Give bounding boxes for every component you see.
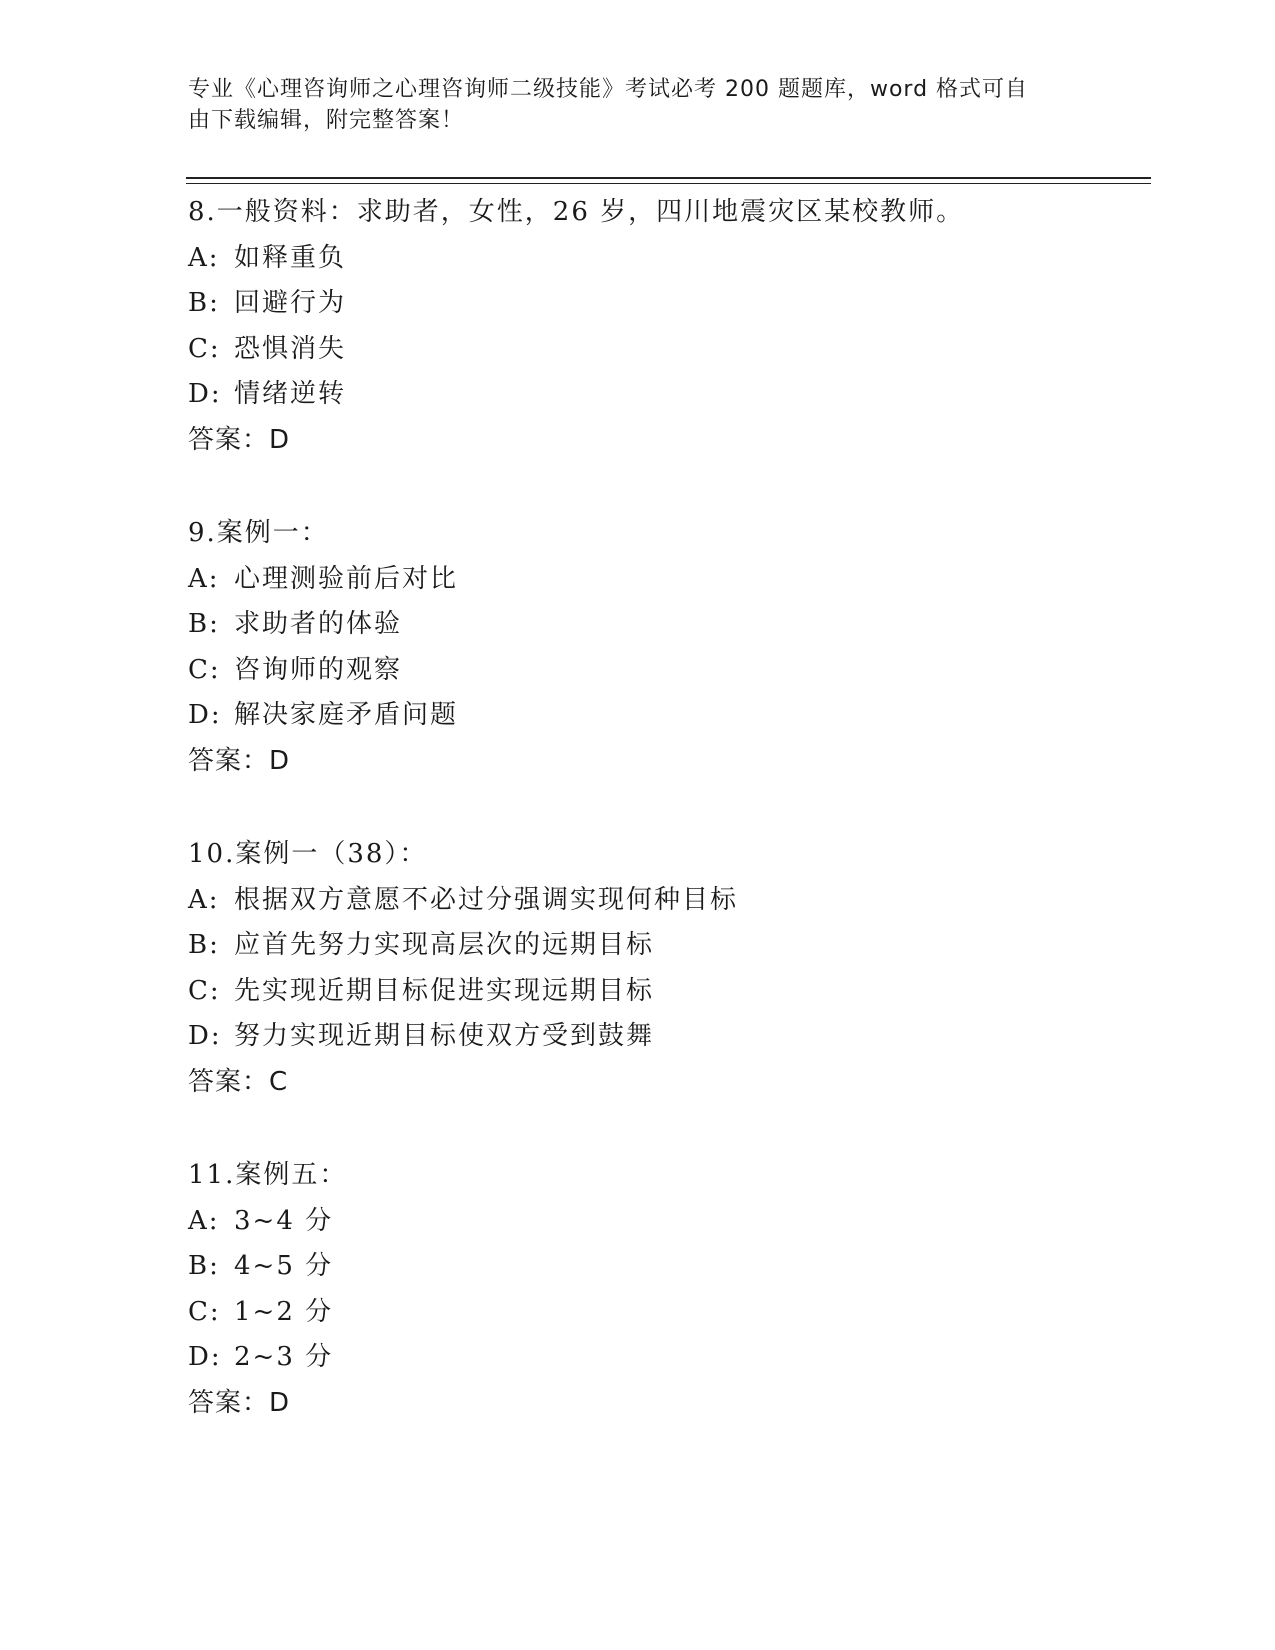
option-letter: D:	[188, 1342, 222, 1372]
question-item	[188, 1153, 1148, 1426]
option-a	[188, 1199, 1148, 1245]
question-item	[188, 511, 1148, 784]
option-text: 4~5 分	[234, 1251, 334, 1281]
option-b	[188, 281, 1148, 327]
header-rule-thin	[186, 183, 1151, 184]
option-letter: C:	[188, 1296, 221, 1327]
question-stem: 8.一般资料：求助者，女性，26 岁，四川地震灾区某校教师。	[188, 197, 965, 227]
option-letter: D:	[188, 379, 222, 409]
option-letter: D:	[188, 1021, 222, 1051]
option-d	[188, 1014, 1148, 1060]
option-text: 根据双方意愿不必过分强调实现何种目标	[234, 884, 739, 915]
header-rule-thick	[186, 177, 1151, 179]
option-letter: B:	[188, 288, 220, 318]
option-letter: C:	[188, 975, 221, 1006]
option-text: 2~3 分	[234, 1342, 334, 1372]
option-text: 应首先努力实现高层次的远期目标	[234, 930, 655, 960]
question-stem: 9.案例一：	[188, 518, 329, 548]
option-text: 1~2 分	[234, 1296, 334, 1327]
option-text: 努力实现近期目标使双方受到鼓舞	[234, 1021, 655, 1051]
option-b	[188, 1244, 1148, 1290]
option-c	[188, 327, 1148, 373]
option-text: 回避行为	[234, 288, 347, 318]
answer-line: 答案：C	[188, 1066, 289, 1097]
option-letter: C:	[188, 333, 221, 364]
option-text: 咨询师的观察	[234, 654, 403, 685]
answer-line: 答案：D	[188, 424, 291, 455]
option-letter: D:	[188, 700, 222, 730]
answer-line: 答案：D	[188, 1387, 291, 1418]
header-line-2: 由下载编辑，附完整答案！	[188, 108, 465, 133]
question-item	[188, 190, 1148, 463]
answer-line: 答案：D	[188, 745, 291, 776]
option-text: 情绪逆转	[234, 379, 347, 409]
option-d	[188, 372, 1148, 418]
option-letter: A:	[188, 563, 220, 594]
option-a	[188, 236, 1148, 282]
option-text: 3~4 分	[234, 1205, 334, 1236]
option-text: 先实现近期目标促进实现远期目标	[234, 975, 655, 1006]
option-a	[188, 557, 1148, 603]
option-letter: A:	[188, 242, 220, 273]
question-list	[188, 190, 1148, 1474]
option-letter: A:	[188, 1205, 220, 1236]
option-letter: B:	[188, 930, 220, 960]
option-b	[188, 602, 1148, 648]
option-c	[188, 648, 1148, 694]
option-b	[188, 923, 1148, 969]
document-header	[188, 74, 1068, 136]
option-text: 解决家庭矛盾问题	[234, 700, 459, 730]
option-text: 恐惧消失	[234, 333, 347, 364]
option-d	[188, 1335, 1148, 1381]
option-text: 心理测验前后对比	[234, 563, 459, 594]
option-a	[188, 878, 1148, 924]
option-c	[188, 1290, 1148, 1336]
option-letter: A:	[188, 884, 220, 915]
option-text: 求助者的体验	[234, 609, 403, 639]
question-item	[188, 832, 1148, 1105]
option-letter: C:	[188, 654, 221, 685]
option-letter: B:	[188, 1251, 220, 1281]
question-stem: 11.案例五：	[188, 1160, 348, 1190]
option-letter: B:	[188, 609, 220, 639]
option-c	[188, 969, 1148, 1015]
option-d	[188, 693, 1148, 739]
option-text: 如释重负	[234, 242, 347, 273]
header-line-1: 专业《心理咨询师之心理咨询师二级技能》考试必考 200 题题库，word 格式可自	[188, 77, 1029, 102]
question-stem: 10.案例一（38）：	[188, 839, 428, 869]
